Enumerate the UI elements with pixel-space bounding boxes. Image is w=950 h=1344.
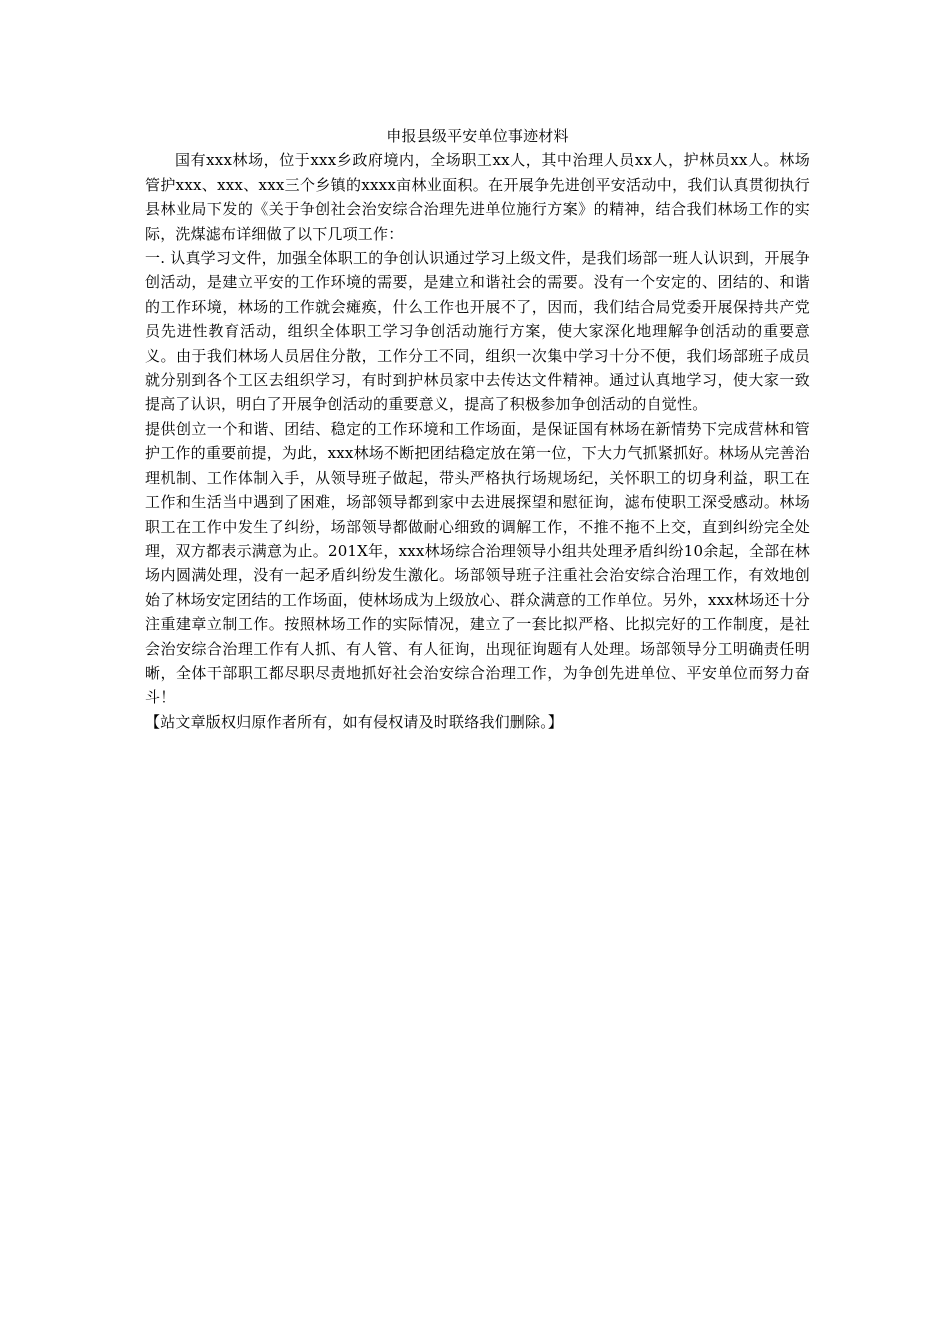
- section-two-paragraph: 提供创立一个和谐、团结、稳定的工作环境和工作场面，是保证国有林场在新情势下完成营林和管护工作的重要前提，为此，xxx林场不断把团结稳定放在第一位，下大力气抓紧抓好。林场从完善治理机制、工作体制入手，从领导班子做起，带头严格执行场规场纪，关怀职工的切身利益，职工在工作和生活当中遇到了困难，场部领导都到家中去进展探望和慰征询，滤布使职工深受感动。林场职工在工作中发生了纠纷，场部领导都做耐心细致的调解工作，不推不拖不上交，直到纠纷完全处理，双方都表示满意为止。201X年，xxx林场综合治理领导小组共处理矛盾纠纷10余起，全部在林场内圆满处理，没有一起矛盾纠纷发生激化。场部领导班子注重社会治安综合治理工作，有效地创始了林场安定团结的工作场面，使林场成为上级放心、群众满意的工作单位。另外，xxx林场还十分注重建章立制工作。按照林场工作的实际情况，建立了一套比拟严格、比拟完好的工作制度，是社会治安综合治理工作有人抓、有人管、有人征询，出现征询题有人处理。场部领导分工明确责任明晰，全体干部职工都尽职尽责地抓好社会治安综合治理工作，为争创先进单位、平安单位而努力奋斗！: [145, 419, 810, 707]
- document-page: [145, 124, 810, 734]
- document-title: 申报县级平安单位事迹材料: [386, 127, 569, 145]
- intro-paragraph: 国有xxx林场，位于xxx乡政府境内，全场职工xx人，其中治理人员xx人，护林员xx人。林场管护xxx、xxx、xxx三个乡镇的xxxx亩林业面积。在开展争先进创平安活动中，我们认真贯彻执行县林业局下发的《关于争创社会治安综合治理先进单位施行方案》的精神，结合我们林场工作的实际，洗煤滤布详细做了以下几项工作：: [145, 151, 810, 243]
- copyright-notice: 【站文章版权归原作者所有，如有侵权请及时联络我们删除。】: [145, 712, 564, 731]
- section-one-paragraph: 一. 认真学习文件，加强全体职工的争创认识通过学习上级文件，是我们场部一班人认识到，开展争创活动，是建立平安的工作环境的需要，是建立和谐社会的需要。没有一个安定的、团结的、和谐的工作环境，林场的工作就会瘫痪，什么工作也开展不了，因而，我们结合局党委开展保持共产党员先进性教育活动，组织全体职工学习争创活动施行方案，使大家深化地理解争创活动的重要意义。由于我们林场人员居住分散，工作分工不同，组织一次集中学习十分不便，我们场部班子成员就分别到各个工区去组织学习，有时到护林员家中去传达文件精神。通过认真地学习，使大家一致提高了认识，明白了开展争创活动的重要意义，提高了积极参加争创活动的自觉性。: [145, 249, 810, 414]
